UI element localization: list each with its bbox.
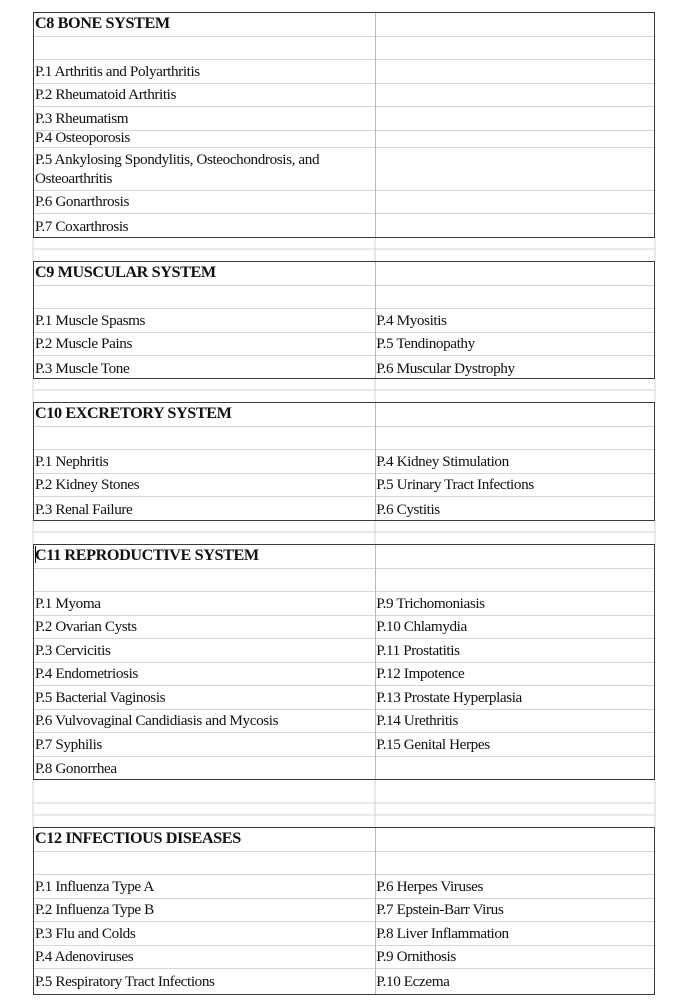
section-title: C9 MUSCULAR SYSTEM xyxy=(35,262,216,281)
table-row[interactable] xyxy=(34,13,654,37)
cell-item: P.8 Gonorrhea xyxy=(35,760,117,777)
cell-item: P.6 Herpes Viruses xyxy=(376,877,484,895)
cell-item: P.5 Urinary Tract Infections xyxy=(376,476,534,493)
cell-item: P.3 Cervicitis xyxy=(35,641,111,659)
cell-item: P.6 Cystitis xyxy=(376,500,440,518)
table-row[interactable] xyxy=(34,686,654,710)
table-row[interactable] xyxy=(34,828,654,852)
cell-item: P.6 Gonarthrosis xyxy=(35,193,130,210)
table-row[interactable] xyxy=(34,922,654,946)
cell-item: P.7 Syphilis xyxy=(35,735,102,753)
cell-item: P.2 Ovarian Cysts xyxy=(35,618,137,635)
cell-item: P.3 Renal Failure xyxy=(35,500,133,518)
table-row[interactable] xyxy=(34,309,654,333)
table-row[interactable] xyxy=(34,616,654,640)
section-title: C12 INFECTIOUS DISEASES xyxy=(35,828,241,847)
table-row[interactable] xyxy=(34,286,654,310)
cell-item: P.7 Coxarthrosis xyxy=(35,217,129,235)
table-row[interactable] xyxy=(34,899,654,923)
cell-item: P.14 Urethritis xyxy=(376,712,458,729)
cell-item: P.5 Ankylosing Spondylitis, Osteochondrosis, and Osteoarthritis xyxy=(35,150,320,187)
table-row[interactable] xyxy=(34,663,654,687)
table-row[interactable] xyxy=(34,474,654,498)
table-row[interactable] xyxy=(34,333,654,357)
cell-item: P.2 Kidney Stones xyxy=(35,476,140,493)
cell-item: P.1 Arthritis and Polyarthritis xyxy=(35,62,200,80)
cell-item: P.7 Epstein-Barr Virus xyxy=(376,901,504,918)
table-row[interactable] xyxy=(34,569,654,593)
cell-item: P.3 Flu and Colds xyxy=(35,924,136,942)
cell-item: P.13 Prostate Hyperplasia xyxy=(376,688,522,706)
table-row[interactable] xyxy=(34,214,654,238)
section-title: C10 EXCRETORY SYSTEM xyxy=(35,403,232,422)
table-row[interactable] xyxy=(34,128,654,148)
table-row[interactable] xyxy=(34,427,654,451)
cell-item: P.9 Trichomoniasis xyxy=(376,594,485,612)
table-row[interactable] xyxy=(34,497,654,521)
table-row[interactable] xyxy=(34,875,654,899)
cell-item: P.6 Vulvovaginal Candidiasis and Mycosis xyxy=(35,712,279,729)
cell-item: P.1 Myoma xyxy=(35,594,101,612)
table-row[interactable] xyxy=(34,946,654,970)
table-row[interactable] xyxy=(34,191,654,215)
cell-item: P.3 Rheumatism xyxy=(35,109,129,127)
cell-item: P.4 Adenoviruses xyxy=(35,948,134,965)
table-row[interactable] xyxy=(34,148,654,191)
table-row[interactable] xyxy=(34,710,654,734)
cell-item: P.2 Influenza Type B xyxy=(35,901,154,918)
table-row[interactable] xyxy=(34,84,654,108)
table-row[interactable] xyxy=(34,545,654,569)
table-row[interactable] xyxy=(34,356,654,380)
cell-item: P.6 Muscular Dystrophy xyxy=(376,359,515,377)
cell-item: P.4 Endometriosis xyxy=(35,665,138,682)
table-row[interactable] xyxy=(34,639,654,663)
cell-item: P.11 Prostatitis xyxy=(376,641,460,659)
section-infectious-diseases xyxy=(33,827,655,995)
table-row[interactable] xyxy=(34,852,654,876)
section-title: C8 BONE SYSTEM xyxy=(35,13,170,32)
cell-item: P.2 Rheumatoid Arthritis xyxy=(35,86,177,103)
cell-item: P.10 Chlamydia xyxy=(376,618,467,635)
cell-item: P.3 Muscle Tone xyxy=(35,359,130,377)
cell-item: P.1 Influenza Type A xyxy=(35,877,154,895)
cell-item: P.2 Muscle Pains xyxy=(35,335,132,352)
section-bone-system xyxy=(33,12,655,238)
cell-item: P.5 Respiratory Tract Infections xyxy=(35,972,215,990)
cell-item: P.10 Eczema xyxy=(376,972,450,990)
table-row[interactable] xyxy=(34,969,654,993)
cell-item: P.1 Muscle Spasms xyxy=(35,311,146,329)
section-excretory-system xyxy=(33,402,655,521)
section-title: C11 REPRODUCTIVE SYSTEM xyxy=(35,545,259,564)
table-row[interactable] xyxy=(34,733,654,757)
cell-item: P.12 Impotence xyxy=(376,665,465,682)
table-row[interactable] xyxy=(34,262,654,286)
cell-item: P.4 Kidney Stimulation xyxy=(376,452,509,470)
section-muscular-system xyxy=(33,261,655,379)
cell-item: P.4 Osteoporosis xyxy=(35,128,130,146)
table-row[interactable] xyxy=(34,592,654,616)
cell-item: P.4 Myositis xyxy=(376,311,447,329)
cell-item: P.1 Nephritis xyxy=(35,452,109,470)
cell-item: P.5 Tendinopathy xyxy=(376,335,475,352)
table-row[interactable] xyxy=(34,107,654,131)
table-row[interactable] xyxy=(34,403,654,427)
cell-item: P.5 Bacterial Vaginosis xyxy=(35,688,166,706)
section-reproductive-system xyxy=(33,544,655,780)
table-row[interactable] xyxy=(34,37,654,61)
table-row[interactable] xyxy=(34,450,654,474)
cell-item: P.9 Ornithosis xyxy=(376,948,456,965)
cell-item: P.8 Liver Inflammation xyxy=(376,924,509,942)
cell-item: P.15 Genital Herpes xyxy=(376,735,490,753)
table-row[interactable] xyxy=(34,757,654,781)
table-row[interactable] xyxy=(34,60,654,84)
